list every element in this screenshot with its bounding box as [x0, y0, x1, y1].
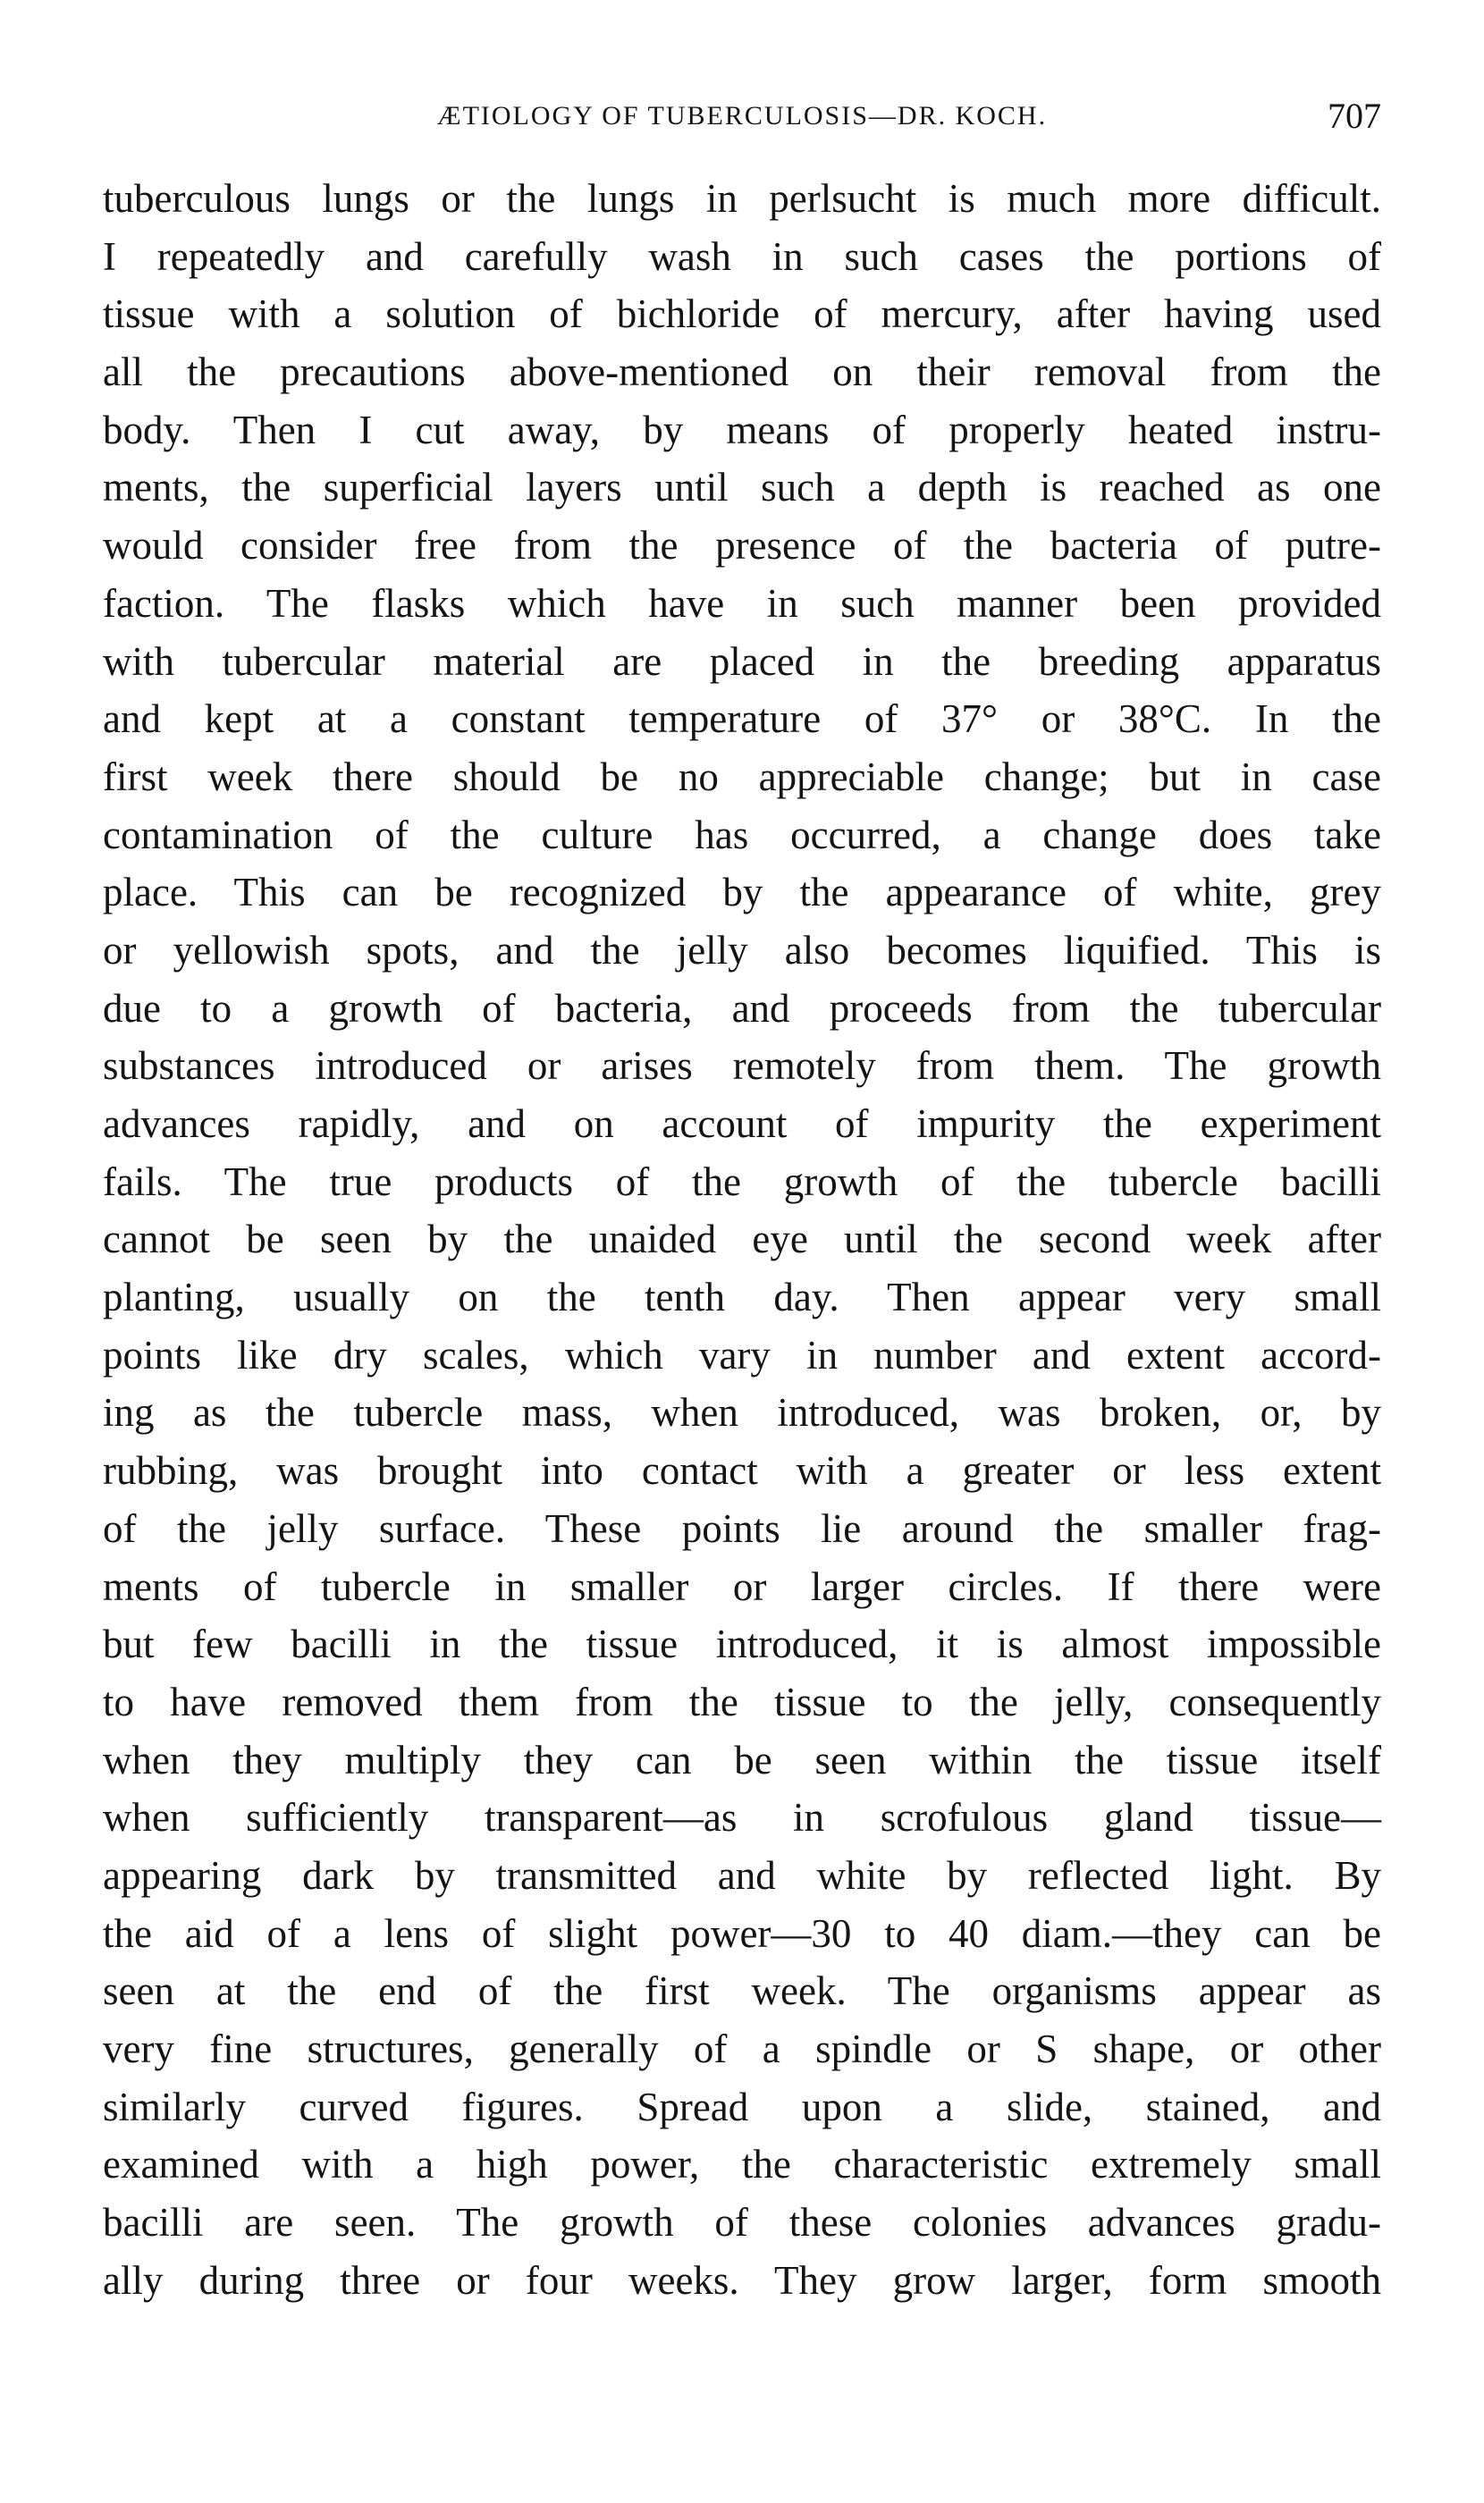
text-line: points like dry scales, which vary in number and extent accord-	[103, 1332, 1381, 1378]
text-line: very fine structures, generally of a spindle or S shape, or other	[103, 2027, 1381, 2071]
text-line: cannot be seen by the unaided eye until the second week after	[103, 1217, 1381, 1262]
text-line: contamination of the culture has occurred, a change does take	[103, 812, 1381, 857]
text-line: fails. The true products of the growth of the tubercle bacilli	[103, 1159, 1381, 1204]
text-line: would consider free from the presence of the bacteria of putre-	[103, 523, 1381, 569]
text-line: ments, the superficial layers until such a depth is reached as one	[103, 465, 1381, 510]
text-line: advances rapidly, and on account of impurity the experiment	[103, 1101, 1381, 1146]
text-line: similarly curved figures. Spread upon a slide, stained, and	[103, 2084, 1381, 2129]
text-line: first week there should be no appreciable change; but in case	[103, 754, 1381, 799]
text-line: and kept at a constant temperature of 37° or 38°C. In the	[103, 696, 1381, 742]
text-line: when they multiply they can be seen within the tissue itself	[103, 1737, 1381, 1782]
text-line: substances introduced or arises remotely from them. The growth	[103, 1043, 1381, 1089]
text-line: rubbing, was brought into contact with a greater or less extent	[103, 1448, 1381, 1494]
text-line: I repeatedly and carefully wash in such cases the portions of	[103, 233, 1381, 279]
text-line: with tubercular material are placed in the breeding apparatus	[103, 638, 1381, 684]
text-line: due to a growth of bacteria, and proceeds from the tubercular	[103, 985, 1381, 1031]
text-line: faction. The flasks which have in such manner been provided	[103, 580, 1381, 626]
body-text	[103, 170, 1381, 2309]
text-line: ing as the tubercle mass, when introduced, was broken, or, by	[103, 1390, 1381, 1436]
text-line: tuberculous lungs or the lungs in perlsucht is much more difficult.	[103, 176, 1381, 221]
text-line: or yellowish spots, and the jelly also becomes liquified. This is	[103, 927, 1381, 973]
text-line: tissue with a solution of bichloride of mercury, after having used	[103, 291, 1381, 337]
running-title: ÆTIOLOGY OF TUBERCULOSIS—DR. KOCH.	[436, 101, 1048, 131]
text-line: all the precautions above-mentioned on their removal from the	[103, 350, 1381, 395]
text-line: appearing dark by transmitted and white by reflected light. By	[103, 1852, 1381, 1898]
text-line: the aid of a lens of slight power—30 to 40 diam.—they can be	[103, 1910, 1381, 1956]
text-line: ments of tubercle in smaller or larger circles. If there were	[103, 1563, 1381, 1609]
text-line: ally during three or four weeks. They grow larger, form smooth	[103, 2257, 1381, 2303]
text-line: examined with a high power, the characteristic extremely small	[103, 2142, 1381, 2187]
text-line: seen at the end of the first week. The organisms appear as	[103, 1968, 1381, 2014]
text-line: of the jelly surface. These points lie around the smaller frag-	[103, 1505, 1381, 1551]
page-number: 707	[1328, 96, 1381, 136]
text-line: when sufficiently transparent—as in scrofulous gland tissue—	[103, 1795, 1381, 1841]
text-line: to have removed them from the tissue to the jelly, consequently	[103, 1679, 1381, 1724]
text-line: planting, usually on the tenth day. Then appear very small	[103, 1275, 1381, 1320]
running-head	[103, 89, 1381, 143]
text-line: but few bacilli in the tissue introduced, it is almost impossible	[103, 1622, 1381, 1667]
text-line: body. Then I cut away, by means of properly heated instru-	[103, 407, 1381, 452]
text-line: bacilli are seen. The growth of these colonies advances gradu-	[103, 2200, 1381, 2246]
text-line: place. This can be recognized by the appearance of white, grey	[103, 870, 1381, 915]
